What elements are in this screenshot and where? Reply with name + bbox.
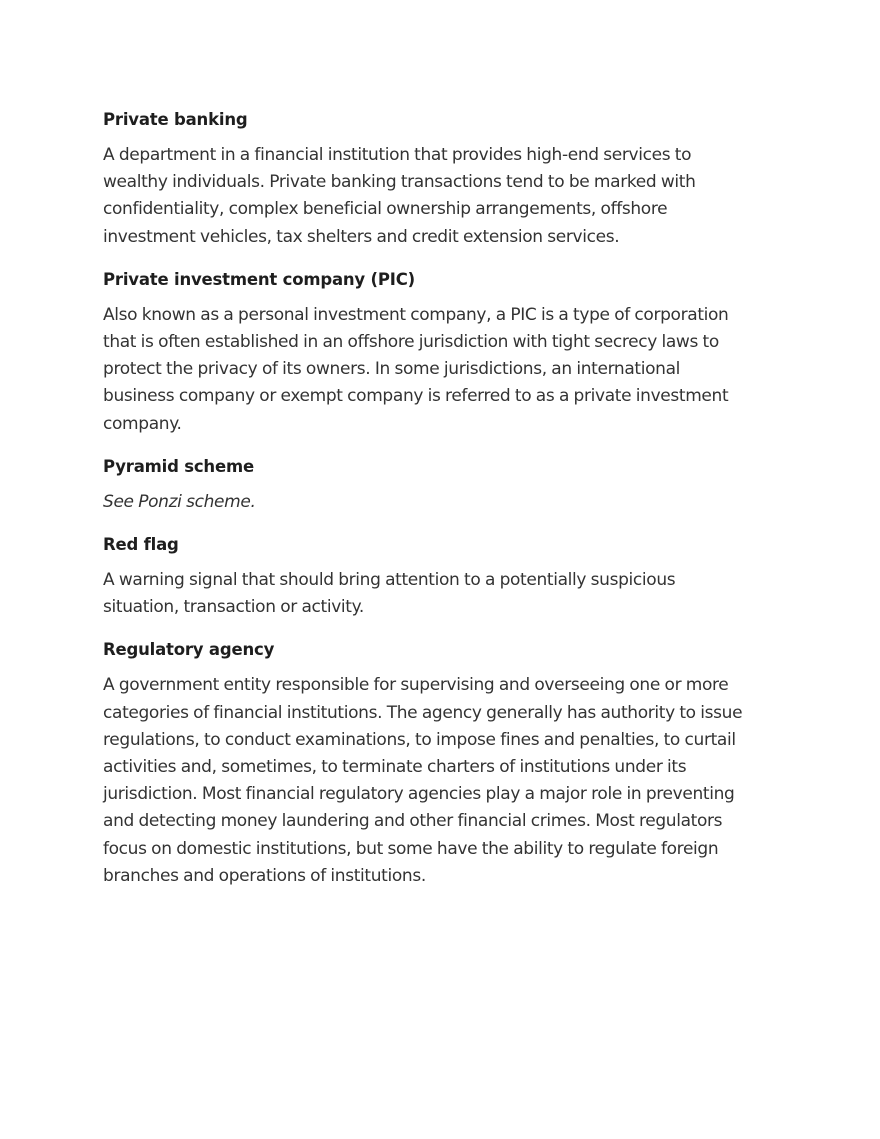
cross-reference: See Ponzi scheme. <box>103 491 256 512</box>
term-heading: Private banking <box>103 110 248 129</box>
term-heading: Red flag <box>103 535 179 555</box>
glossary-entry-red-flag <box>103 533 753 621</box>
term-definition: A warning signal that should bring attention to a potentially suspicious situation, transaction or activity. <box>103 570 676 618</box>
term-definition: A government entity responsible for supervising and overseeing one or more categories of financial institutions. The agency generally has authority to issue regulations, to conduct examinations, to impose fines and penalties, to curtail activities and, sometimes, to terminate charters of institutions under its jurisdiction. Most financial regulatory agencies play a major role in preventing and detecting money laundering and other financial crimes. Most regulators focus on domestic institutions, but some have the ability to regulate foreign branches and operations of institutions. <box>103 675 743 886</box>
term-definition: Also known as a personal investment company, a PIC is a type of corporation that is often established in an offshore jurisdiction with tight secrecy laws to protect the privacy of its owners. In some jurisdictions, an international business company or exempt company is referred to as a private investment company. <box>103 304 729 434</box>
term-heading: Private investment company (PIC) <box>103 269 415 289</box>
glossary-entry-pyramid-scheme <box>103 455 753 516</box>
term-heading: Pyramid scheme <box>103 456 254 476</box>
glossary-entry-private-banking <box>103 108 753 251</box>
glossary-page <box>103 108 753 907</box>
term-heading: Regulatory agency <box>103 640 275 660</box>
glossary-entry-private-investment-company <box>103 268 753 438</box>
term-definition: A department in a financial institution that provides high-end services to wealthy individuals. Private banking transactions tend to be marked with confidentiality, complex beneficial ownership arrangements, offshore investment vehicles, tax shelters and credit extension services. <box>103 145 696 247</box>
glossary-entry-regulatory-agency <box>103 638 753 890</box>
